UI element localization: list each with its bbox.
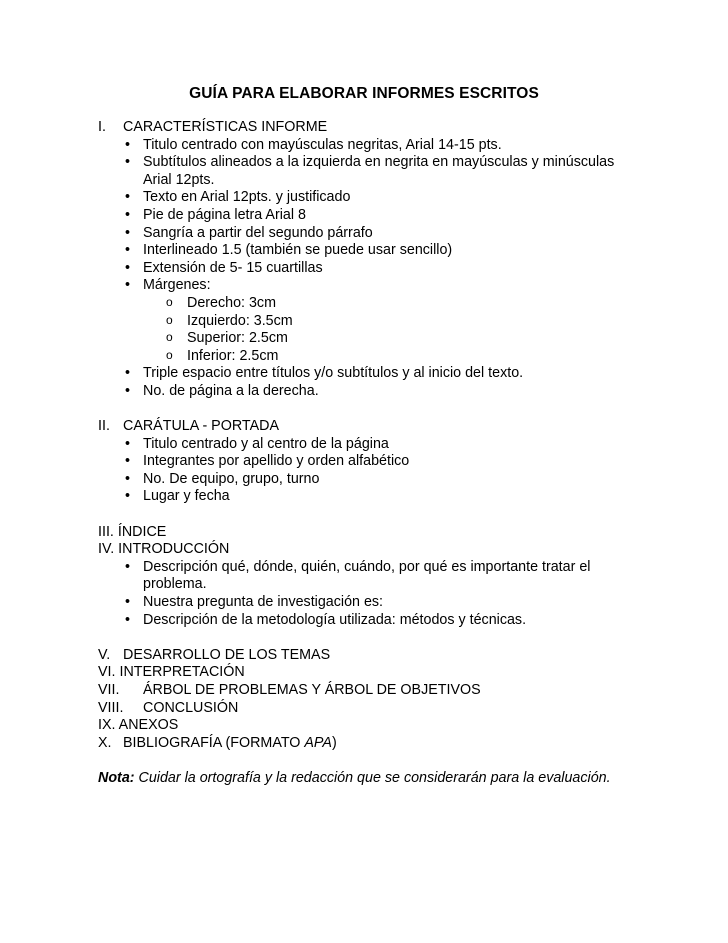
document-body — [98, 119, 698, 788]
section-number: V. — [98, 646, 111, 663]
section-number: VII. — [98, 682, 120, 698]
section-number: III. — [98, 523, 114, 540]
list-item: • Texto en Arial 12pts. y justificado — [98, 189, 698, 207]
section-number: I. — [98, 119, 106, 135]
section-title: BIBLIOGRAFÍA (FORMATO — [123, 734, 305, 751]
section-number: VI. — [98, 664, 116, 681]
list-item: • Descripción de la metodología utilizada: métodos y técnicas. — [98, 612, 698, 630]
section-title: ÍNDICE — [117, 523, 167, 540]
list-item: • Integrantes por apellido y orden alfabético — [98, 453, 698, 471]
section-4-heading — [98, 541, 698, 559]
list-item: • Triple espacio entre títulos y/o subtítulos y al inicio del texto. — [98, 365, 698, 383]
section-title-emphasis: APA — [304, 734, 332, 751]
list-item: • Subtítulos alineados a la izquierda en negrita en mayúsculas y minúsculas Arial 12pts. — [98, 154, 698, 189]
section-7-heading — [98, 682, 698, 700]
section-10-heading: X. BIBLIOGRAFÍA (FORMATO APA) — [98, 734, 337, 751]
sub-list-item: o Izquierdo: 3.5cm — [98, 313, 698, 331]
sub-list-item: o Inferior: 2.5cm — [98, 348, 698, 366]
section-8-heading — [98, 700, 698, 718]
section-number: X. — [98, 734, 112, 751]
section-3-heading — [98, 524, 698, 542]
section-title: ÁRBOL DE PROBLEMAS Y ÁRBOL DE OBJETIVOS — [143, 682, 481, 698]
section-1-list — [98, 137, 698, 401]
document-title: GUÍA PARA ELABORAR INFORMES ESCRITOS — [189, 85, 539, 102]
section-2-list — [98, 436, 698, 506]
section-title: CONCLUSIÓN — [143, 699, 239, 716]
list-item: • Descripción qué, dónde, quién, cuándo, por qué es importante tratar el problema. — [98, 559, 698, 594]
list-item: • Lugar y fecha — [98, 488, 698, 506]
section-title: INTERPRETACIÓN — [119, 664, 245, 681]
sub-list-item: o Superior: 2.5cm — [98, 330, 698, 348]
list-item: • No. De equipo, grupo, turno — [98, 471, 698, 489]
list-item: • Sangría a partir del segundo párrafo — [98, 225, 698, 243]
section-title: CARACTERÍSTICAS INFORME — [123, 119, 328, 135]
section-number: IX. — [98, 717, 116, 734]
list-item: • Pie de página letra Arial 8 — [98, 207, 698, 225]
list-item: • Titulo centrado y al centro de la página — [98, 436, 698, 454]
section-title: DESARROLLO DE LOS TEMAS — [123, 646, 331, 663]
section-4-list — [98, 559, 698, 629]
list-item: • Extensión de 5- 15 cuartillas — [98, 260, 698, 278]
section-9-heading — [98, 717, 698, 735]
section-title: ANEXOS — [118, 717, 179, 734]
section-6-heading — [98, 664, 698, 682]
section-number: VIII. — [98, 699, 124, 716]
section-2-heading — [98, 418, 698, 436]
section-title: INTRODUCCIÓN — [118, 541, 230, 558]
list-item: • No. de página a la derecha. — [98, 383, 698, 401]
sub-list-item: o Derecho: 3cm — [98, 295, 698, 313]
note-text: Cuidar la ortografía y la redacción que se considerarán para la evaluación. — [134, 769, 611, 786]
list-item: • Interlineado 1.5 (también se puede usar sencillo) — [98, 242, 698, 260]
note-label: Nota: — [98, 769, 135, 786]
section-number: IV. — [98, 541, 115, 558]
list-item: • Nuestra pregunta de investigación es: — [98, 594, 698, 612]
list-item: • Márgenes: — [98, 277, 698, 295]
section-title: CARÁTULA - PORTADA — [123, 418, 279, 435]
note — [98, 770, 698, 788]
section-5-heading — [98, 647, 698, 665]
list-item: • Titulo centrado con mayúsculas negritas, Arial 14-15 pts. — [98, 137, 698, 155]
section-1-heading — [98, 119, 698, 137]
section-number: II. — [98, 418, 110, 435]
